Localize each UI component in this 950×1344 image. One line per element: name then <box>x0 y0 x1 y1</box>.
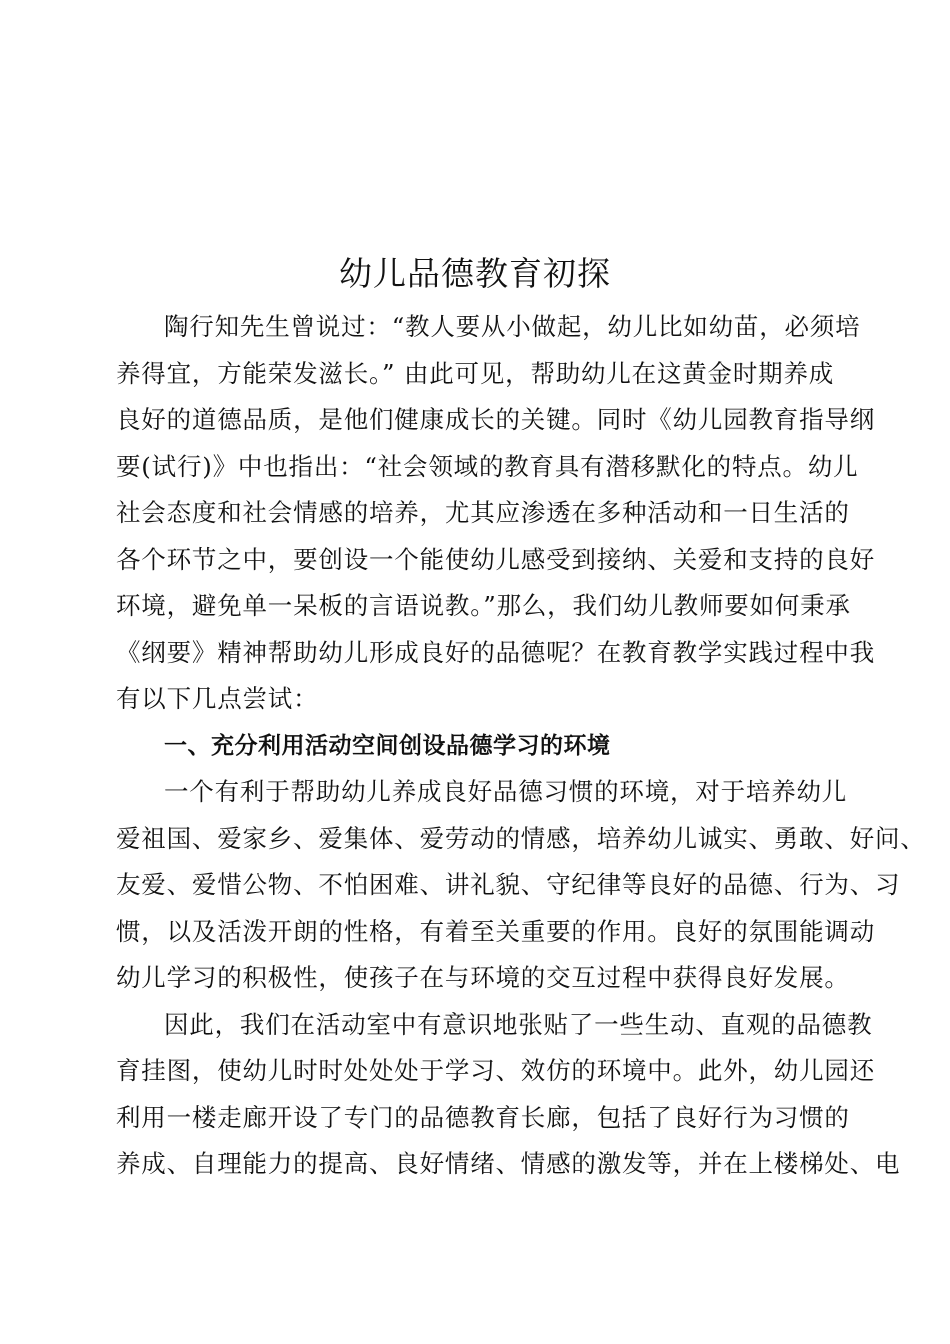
text-line: 良好的道德品质，是他们健康成长的关键。同时《幼儿园教育指导纲 <box>116 405 875 434</box>
text-line: 要(试行)》中也指出：“社会领域的教育具有潜移默化的特点。幼儿 <box>116 451 859 481</box>
section-heading: 一、充分利用活动空间创设品德学习的环境 <box>164 732 611 759</box>
text-line: 养成、自理能力的提高、良好情绪、情感的激发等，并在上楼梯处、电 <box>116 1149 901 1178</box>
text-line: 一个有利于帮助幼儿养成良好品德习惯的环境，对于培养幼儿 <box>164 777 848 806</box>
text-line: 利用一楼走廊开设了专门的品德教育长廊，包括了良好行为习惯的 <box>116 1102 850 1132</box>
text-line: 陶行知先生曾说过：“教人要从小做起，幼儿比如幼苗，必须培 <box>164 312 861 341</box>
text-line: 友爱、爱惜公物、不怕困难、讲礼貌、守纪律等良好的品德、行为、习 <box>116 870 901 899</box>
text-line: 育挂图，使幼儿时时处处处于学习、效仿的环境中。此外，幼儿园还 <box>116 1056 875 1085</box>
text-line: 社会态度和社会情感的培养，尤其应渗透在多种活动和一日生活的 <box>116 498 850 527</box>
paragraph-practice <box>116 1002 901 1188</box>
paragraph-intro <box>116 304 875 723</box>
text-line: 《纲要》精神帮助幼儿形成良好的品德呢？在教育教学实践过程中我 <box>116 637 875 667</box>
text-line: 爱祖国、爱家乡、爱集体、爱劳动的情感，培养幼儿诚实、勇敢、好问、 <box>116 823 926 853</box>
text-line: 因此，我们在活动室中有意识地张贴了一些生动、直观的品德教 <box>164 1009 873 1039</box>
text-line: 幼儿学习的积极性，使孩子在与环境的交互过程中获得良好发展。 <box>116 963 850 992</box>
text-line: 环境，避免单一呆板的言语说教。”那么，我们幼儿教师要如何秉承 <box>116 591 851 620</box>
text-line: 有以下几点尝试： <box>116 684 319 713</box>
document-title: 幼儿品德教育初探 <box>339 254 611 293</box>
text-line: 养得宜，方能荣发滋长。” 由此可见，帮助幼儿在这黄金时期养成 <box>116 358 835 388</box>
text-line: 各个环节之中，要创设一个能使幼儿感受到接纳、关爱和支持的良好 <box>116 544 875 574</box>
document-body <box>116 304 926 1188</box>
paragraph-environment <box>116 769 926 1002</box>
text-line: 惯，以及活泼开朗的性格，有着至关重要的作用。良好的氛围能调动 <box>116 916 875 946</box>
